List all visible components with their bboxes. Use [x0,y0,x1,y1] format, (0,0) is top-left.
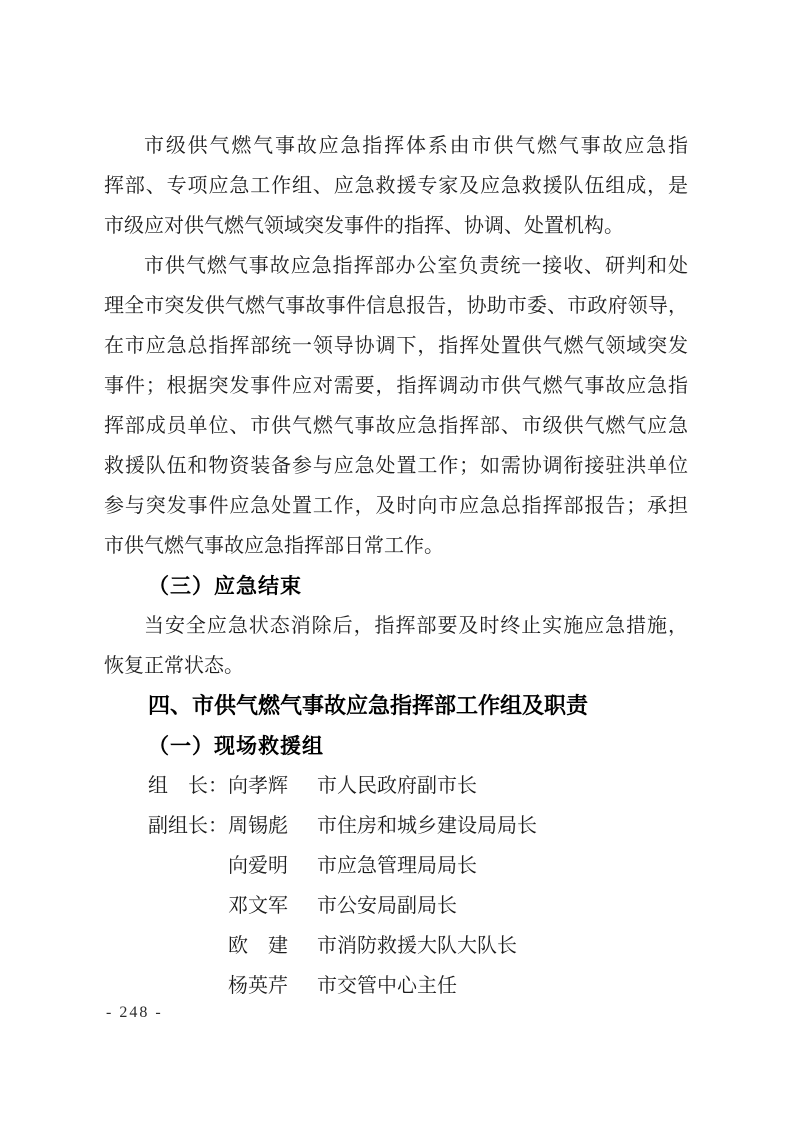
rescue-group-roster [104,766,688,1006]
roster-row [104,846,688,886]
text-line: 救援队伍和物资装备参与应急处置工作；如需协调衔接驻洪单位 [104,455,688,477]
paragraph-emergency-end [104,606,688,686]
text-line: 理全市突发供气燃气事故事件信息报告，协助市委、市政府领导， [104,295,688,317]
role-label: 组 长： [148,775,228,797]
heading-emergency-end: （三）应急结束 [148,574,302,598]
text-line: 事件；根据突发事件应对需要，指挥调动市供气燃气事故应急指 [104,375,688,397]
person-title: 市消防救援大队大队长 [317,935,517,957]
heading-workgroups: 四、市供气燃气事故应急指挥部工作组及职责 [148,693,589,718]
role-label [148,886,228,926]
person-title: 市住房和城乡建设局局长 [317,815,537,837]
text-line: 市级供气燃气事故应急指挥体系由市供气燃气事故应急指 [144,135,688,157]
text-line: 市供气燃气事故应急指挥部办公室负责统一接收、研判和处 [144,255,688,277]
person-name: 向爱明 [228,855,288,877]
person-title: 市人民政府副市长 [317,775,477,797]
text-line: 恢复正常状态。 [104,655,244,677]
text-line: 市供气燃气事故应急指挥部日常工作。 [104,535,444,557]
roster-row [104,886,688,926]
role-label [148,966,228,1006]
roster-row [104,966,688,1006]
text-line: 参与突发事件应急处置工作，及时向市应急总指挥部报告；承担 [104,495,688,517]
page-content [104,126,688,1006]
roster-row [104,806,688,846]
paragraph-command-system [104,126,688,246]
role-label [148,846,228,886]
text-line: 市级应对供气燃气领域突发事件的指挥、协调、处置机构。 [104,215,624,237]
roster-row [104,926,688,966]
text-line: 挥部、专项应急工作组、应急救援专家及应急救援队伍组成，是 [104,175,688,197]
person-name: 向孝辉 [228,775,288,797]
person-title: 市交管中心主任 [317,975,457,997]
heading-rescue-group: （一）现场救援组 [148,734,324,758]
text-line: 当安全应急状态消除后，指挥部要及时终止实施应急措施， [144,615,688,637]
role-label: 副组长： [148,815,228,837]
person-name: 杨英芹 [228,975,288,997]
text-line: 挥部成员单位、市供气燃气事故应急指挥部、市级供气燃气应急 [104,415,688,437]
person-title: 市公安局副局长 [317,895,457,917]
role-label [148,926,228,966]
person-name: 周锡彪 [228,815,288,837]
roster-row [104,766,688,806]
person-name: 邓文军 [228,895,288,917]
paragraph-office-duties [104,246,688,566]
text-line: 在市应急总指挥部统一领导协调下，指挥处置供气燃气领域突发 [104,335,688,357]
person-title: 市应急管理局局长 [317,855,477,877]
page-number: - 248 - [106,1004,163,1021]
person-name: 欧 建 [228,935,288,957]
